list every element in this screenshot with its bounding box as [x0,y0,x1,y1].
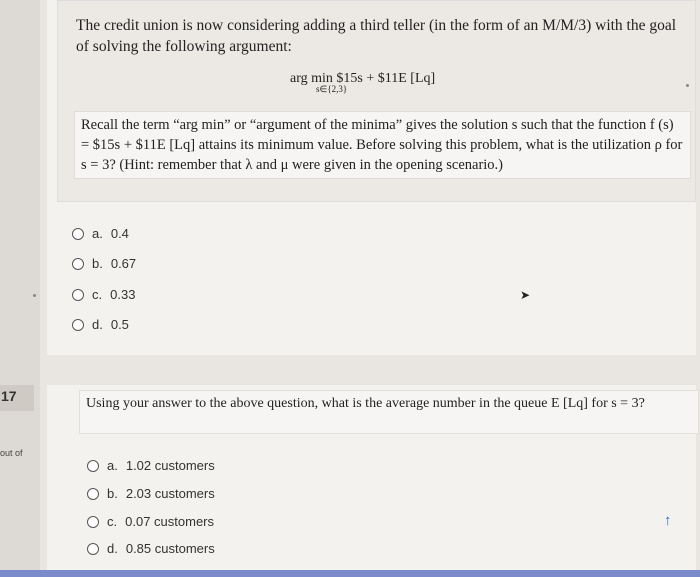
question-prompt: The credit union is now considering adding a third teller (in the form of an M/M/3) with the goal of solving the following argument: [76,17,677,55]
question-number: 17 [0,385,34,411]
radio-button[interactable] [72,289,84,301]
option-c[interactable] [87,514,214,529]
radio-button[interactable] [72,319,84,331]
bottom-accent-strip [0,570,700,577]
option-c[interactable] [72,287,135,302]
option-text: 1.02 customers [125,458,215,473]
argmin-formula [290,71,590,95]
option-a[interactable] [87,458,215,473]
question-points-label: out of [0,448,23,458]
recall-box: Recall the term “arg min” or “argument of the minima” gives the solution s such that the function f (s) = $15s + $11E [Lq] attains its minimum value. Before solving this problem, what is the utilization ρ for s = 3? (Hint: remember that λ and μ were given in the opening scenario.) [74,111,691,179]
option-text: 0.4 [110,226,129,241]
option-text: 0.67 [110,256,137,271]
decorative-dot [686,84,689,87]
question-card-1 [47,0,696,355]
left-gutter [0,0,40,577]
option-text: 0.33 [110,287,136,302]
radio-button[interactable] [87,516,99,528]
option-text: 0.85 customers [125,541,215,556]
option-letter: a. [107,458,118,473]
option-letter: c. [107,514,118,529]
option-letter: b. [92,256,103,271]
option-b[interactable] [72,256,136,271]
radio-button[interactable] [87,543,99,555]
option-d[interactable] [87,541,215,556]
radio-button[interactable] [87,488,99,500]
question-text-panel [57,0,696,202]
option-b[interactable] [87,486,215,501]
option-text: 0.07 customers [125,514,214,529]
arrow-up-icon[interactable]: ↑ [664,512,672,529]
option-text: 0.5 [110,317,129,332]
question-card-2 [47,385,696,575]
option-letter: b. [107,486,118,501]
option-d[interactable] [72,317,129,332]
option-letter: d. [107,541,118,556]
option-letter: d. [92,317,103,332]
formula-main: arg min $15s + $11E [Lq] [290,71,436,86]
radio-button[interactable] [72,258,84,270]
option-text: 2.03 customers [125,486,215,501]
mouse-pointer-icon: ➤ [520,288,531,302]
option-letter: c. [92,287,103,302]
option-letter: a. [92,226,103,241]
decorative-dot [33,294,36,297]
formula-subscript: s∈{2,3} [316,84,348,94]
radio-button[interactable] [72,228,84,240]
question-2-prompt: Using your answer to the above question, what is the average number in the queue E [Lq] for s = 3? [79,390,699,434]
radio-button[interactable] [87,460,99,472]
option-a[interactable] [72,226,129,241]
